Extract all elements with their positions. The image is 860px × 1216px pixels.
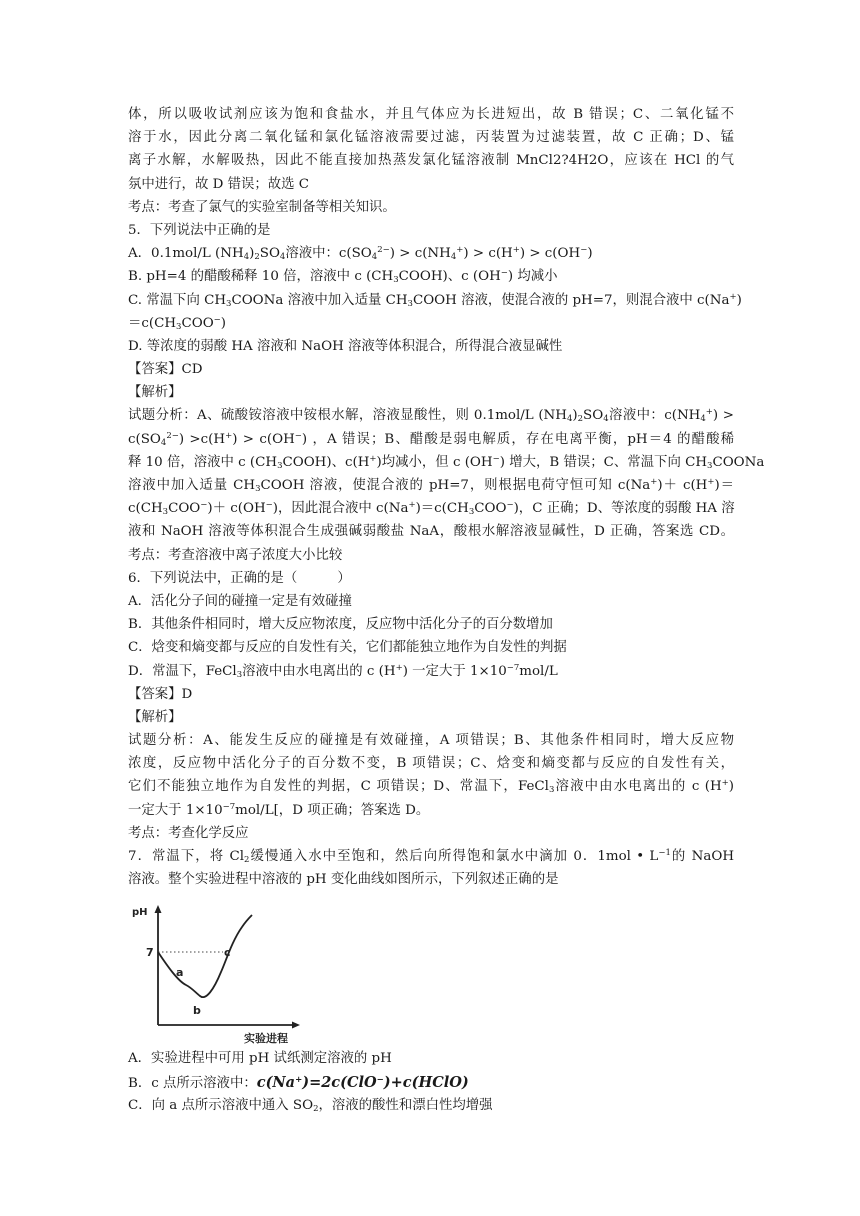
question-7-stem: 7．常温下，将 $Cl_2$缓慢通入水中至饱和，然后向所得饱和氯水中滴加 0．1mol • $L^{-1}$的 NaOH bbox=[128, 848, 734, 865]
analysis-line: 试题分析：A、硫酸铵溶液中铵根水解，溶液显酸性，则 0.1mol/L $(NH_4)_2SO_4$溶液中：$c(NH_4^+)$ > bbox=[128, 407, 734, 425]
analysis-line: 释 10 倍，溶液中 c $(CH_3COOH)$、c(H+)均减小，但 c (OH−) 增大，B 错误；C、常温下向 $CH_3COONa$ bbox=[128, 453, 765, 471]
question-5-option-b: B. pH=4 的醋酸稀释 10 倍，溶液中 c $(CH_3COOH)$、c (OH−) 均减小 bbox=[128, 268, 558, 286]
analysis-line: 它们不能独立地作为自发性的判据，C 项错误；D、常温下，FeCl$_3$溶液中由水电离出的 c (H+) bbox=[128, 778, 735, 796]
answer-6: 【答案】D bbox=[128, 686, 193, 702]
y-axis-arrow bbox=[155, 905, 162, 913]
formula-image: c(Na+)=2c(ClO−)+c(HClO) bbox=[256, 1073, 469, 1091]
text-line: 离子水解，水解吸热，因此不能直接加热蒸发氯化锰溶液制 MnCl2?4H2O，应该在 HCl 的气 bbox=[128, 153, 734, 169]
question-5-option-d: D. 等浓度的弱酸 HA 溶液和 NaOH 溶液等体积混合，所得混合液显碱性 bbox=[128, 338, 563, 354]
text-line: 溶于水，因此分离二氧化锰和氯化锰溶液需要过滤，丙装置为过滤装置，故 C 正确；D、锰 bbox=[128, 130, 734, 146]
question-7-option-a: A．实验进程中可用 pH 试纸测定溶液的 pH bbox=[128, 1051, 392, 1067]
question-5-option-a: A．0.1mol/L $(NH_4)_2SO_4$溶液中：$c(SO_4^{2-}) > c(NH_4^+) > c(H^+) > c(OH^-)$ bbox=[128, 245, 593, 263]
analysis-line: $c(SO_4^{2-}) >c(H^+) > c(OH^-)$ ，A 错误；B、醋酸是弱电解质，存在电离平衡，pH＝4 的醋酸稀 bbox=[128, 430, 734, 448]
x-axis-label: 实验进程 bbox=[244, 1032, 288, 1046]
question-7-option-c: C．向 a 点所示溶液中通入 $SO_2$，溶液的酸性和漂白性均增强 bbox=[128, 1097, 493, 1114]
question-5-option-c: C. 常温下向 $CH_3COONa$ 溶液中加入适量 $CH_3COOH$ 溶液，使混合液的 pH=7，则混合液中 c(Na+) bbox=[128, 291, 742, 309]
y-axis-label: pH bbox=[132, 907, 148, 919]
point-b-label: b bbox=[193, 1004, 201, 1018]
answer-5: 【答案】CD bbox=[128, 362, 203, 378]
y-tick-label: 7 bbox=[146, 946, 154, 960]
question-5-option-c-cont: $=c(CH_3COO^-)$ bbox=[128, 314, 227, 332]
analysis-line: 液和 NaOH 溶液等体积混合生成强碱弱酸盐 NaA，酸根水解溶液显碱性，D 正确，答案选 CD。 bbox=[128, 524, 734, 540]
text-line: 氛中进行，故 D 错误；故选 C bbox=[128, 176, 310, 192]
x-axis-arrow bbox=[292, 1022, 300, 1029]
analysis-line: $c(CH_3COO^-)+ c(OH^-)$，因此混合液中 $c(Na^+)=c(CH_3COO^-)$，C 正确；D、等浓度的弱酸 HA 溶 bbox=[128, 500, 735, 518]
question-6-option-d: D．常温下，FeCl$_3$溶液中由水电离出的 c (H+) 一定大于 $1\times 10^{-7}mol/L$ bbox=[128, 662, 558, 680]
point-c-label: c bbox=[224, 946, 231, 960]
jiexi-5-label: 【解析】 bbox=[128, 385, 182, 401]
analysis-line: 溶液中加入适量 $CH_3COOH$ 溶液，使混合液的 pH=7，则根据电荷守恒可知 c(Na+)＋ c(H+)＝ bbox=[128, 477, 734, 494]
kaodian-line: 考点：考查了氯气的实验室制备等相关知识。 bbox=[128, 199, 396, 215]
question-7-stem-cont: 溶液。整个实验进程中溶液的 pH 变化曲线如图所示，下列叙述正确的是 bbox=[128, 872, 559, 888]
question-5-stem: 5．下列说法中正确的是 bbox=[128, 222, 271, 238]
ph-curve-figure bbox=[128, 897, 734, 1047]
document-page bbox=[128, 103, 765, 1117]
point-a-label: a bbox=[176, 966, 184, 980]
text-line: 体，所以吸收试剂应该为饱和食盐水，并且气体应为长进短出，故 B 错误；C、二氧化锰不 bbox=[128, 107, 734, 122]
question-6-option-a: A．活化分子间的碰撞一定是有效碰撞 bbox=[128, 593, 352, 609]
question-6-option-b: B．其他条件相同时，增大反应物浓度，反应物中活化分子的百分数增加 bbox=[128, 617, 553, 633]
kaodian-line: 考点：考查溶液中离子浓度大小比较 bbox=[128, 547, 343, 563]
ph-curve bbox=[158, 915, 252, 997]
analysis-line: 试题分析：A、能发生反应的碰撞是有效碰撞，A 项错误；B、其他条件相同时，增大反应物 bbox=[128, 733, 734, 749]
analysis-line: 浓度，反应物中活化分子的百分数不变，B 项错误；C、焓变和熵变都与反应的自发性有关， bbox=[128, 756, 734, 772]
question-7-option-b: B．c 点所示溶液中：c(Na+)=2c(ClO−)+c(HClO) bbox=[128, 1073, 469, 1091]
analysis-line: 一定大于 $1\times 10^{-7}mol/L$[，D 项正确；答案选 D。 bbox=[128, 801, 430, 818]
ph-curve-chart bbox=[128, 897, 318, 1047]
question-6-option-c: C．焓变和熵变都与反应的自发性有关，它们都能独立地作为自发性的判据 bbox=[128, 640, 567, 656]
jiexi-6-label: 【解析】 bbox=[128, 709, 182, 725]
question-6-stem: 6．下列说法中，正确的是（ ） bbox=[128, 570, 351, 586]
kaodian-line: 考点：考查化学反应 bbox=[128, 825, 249, 841]
